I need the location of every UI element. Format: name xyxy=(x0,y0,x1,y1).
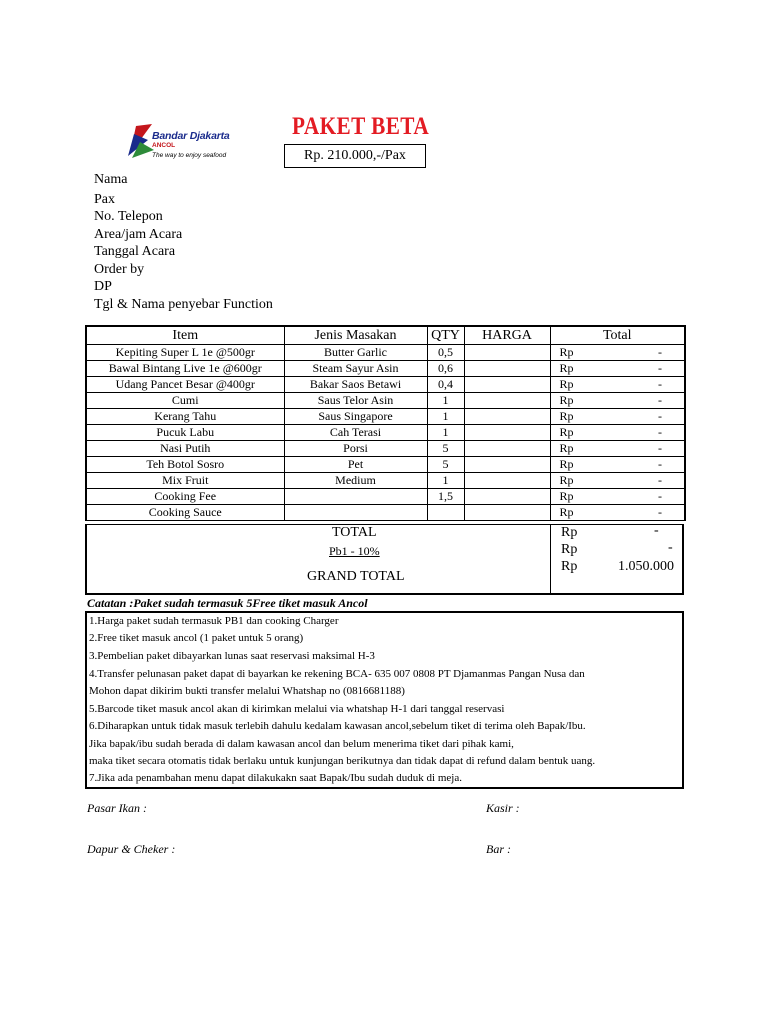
cell-total-value: - xyxy=(658,361,662,375)
cell-harga xyxy=(464,377,550,393)
term-line: 7.Jika ada penambahan menu dapat dilakukakn saat Bapak/Ibu sudah duduk di meja. xyxy=(89,772,462,784)
table-header-row xyxy=(86,326,685,345)
cell-total xyxy=(550,505,685,521)
field-area-jam: Area/jam Acara xyxy=(94,227,183,242)
totals-box xyxy=(85,524,684,595)
cell-qty: 1 xyxy=(427,409,464,425)
cell-total xyxy=(550,377,685,393)
cell-rp: Rp xyxy=(559,409,574,423)
total-value: - xyxy=(654,523,659,538)
cell-total-value: - xyxy=(658,393,662,407)
field-penyebar: Tgl & Nama penyebar Function xyxy=(94,297,273,312)
cell-jenis: Saus Singapore xyxy=(284,409,427,425)
cell-rp: Rp xyxy=(559,457,574,471)
pb1-rp: Rp xyxy=(561,542,578,557)
term-line: 1.Harga paket sudah termasuk PB1 dan cooking Charger xyxy=(89,615,339,627)
cell-total-value: - xyxy=(658,505,662,519)
price-box: Rp. 210.000,-/Pax xyxy=(284,144,426,168)
cell-qty: 0,4 xyxy=(427,377,464,393)
table-row xyxy=(86,361,685,377)
term-line: 4.Transfer pelunasan paket dapat di bayarkan ke rekening BCA- 635 007 0808 PT Djamanmas Pangan Nusa dan xyxy=(89,668,585,680)
cell-total-value: - xyxy=(658,409,662,423)
cell-jenis xyxy=(284,505,427,521)
table-row xyxy=(86,409,685,425)
cell-item: Pucuk Labu xyxy=(86,425,284,441)
cell-rp: Rp xyxy=(559,345,574,359)
cell-harga xyxy=(464,409,550,425)
cell-harga xyxy=(464,473,550,489)
cell-rp: Rp xyxy=(559,473,574,487)
cell-rp: Rp xyxy=(559,377,574,391)
table-row xyxy=(86,393,685,409)
table-row xyxy=(86,345,685,361)
package-title: PAKET BETA xyxy=(292,113,430,140)
logo-brand-text: Bandar Djakarta xyxy=(152,130,230,142)
cell-rp: Rp xyxy=(559,393,574,407)
pb1-value: - xyxy=(668,540,673,555)
cell-harga xyxy=(464,505,550,521)
cell-item: Cumi xyxy=(86,393,284,409)
total-label: TOTAL xyxy=(332,525,377,540)
restaurant-logo xyxy=(126,118,246,164)
term-line: 5.Barcode tiket masuk ancol akan di kirimkan melalui via whatshap H-1 dari tanggal reservasi xyxy=(89,703,505,715)
cell-item: Nasi Putih xyxy=(86,441,284,457)
cell-qty xyxy=(427,505,464,521)
totals-divider xyxy=(550,525,551,593)
cell-jenis: Pet xyxy=(284,457,427,473)
cell-harga xyxy=(464,345,550,361)
field-order-by: Order by xyxy=(94,262,145,277)
cell-total xyxy=(550,441,685,457)
cell-total xyxy=(550,361,685,377)
cell-harga xyxy=(464,393,550,409)
cell-qty: 5 xyxy=(427,441,464,457)
table-row xyxy=(86,441,685,457)
cell-qty: 0,6 xyxy=(427,361,464,377)
cell-total-value: - xyxy=(658,473,662,487)
cell-qty: 1 xyxy=(427,473,464,489)
cell-qty: 1,5 xyxy=(427,489,464,505)
cell-total-value: - xyxy=(658,489,662,503)
cell-total-value: - xyxy=(658,425,662,439)
cell-harga xyxy=(464,361,550,377)
cell-total-value: - xyxy=(658,457,662,471)
cell-item: Cooking Sauce xyxy=(86,505,284,521)
term-line: Mohon dapat dikirim bukti transfer melalui Whatshap no (0816681188) xyxy=(89,685,405,697)
grand-total-label: GRAND TOTAL xyxy=(307,569,405,584)
package-note: Catatan :Paket sudah termasuk 5Free tiket masuk Ancol xyxy=(87,596,368,610)
sign-pasar-ikan: Pasar Ikan : xyxy=(87,801,147,815)
cell-total-value: - xyxy=(658,345,662,359)
cell-jenis: Bakar Saos Betawi xyxy=(284,377,427,393)
terms-box xyxy=(85,611,684,789)
cell-item: Mix Fruit xyxy=(86,473,284,489)
cell-total xyxy=(550,393,685,409)
table-row xyxy=(86,377,685,393)
cell-rp: Rp xyxy=(559,489,574,503)
items-table xyxy=(85,325,686,521)
term-line: 2.Free tiket masuk ancol (1 paket untuk 5 orang) xyxy=(89,632,304,644)
logo-sub-text: ANCOL xyxy=(152,142,176,149)
cell-jenis: Cah Terasi xyxy=(284,425,427,441)
cell-total xyxy=(550,409,685,425)
cell-item: Kerang Tahu xyxy=(86,409,284,425)
field-dp: DP xyxy=(94,279,112,294)
cell-item: Teh Botol Sosro xyxy=(86,457,284,473)
term-line: maka tiket secara otomatis tidak berlaku untuk kunjungan berikutnya dan tidak dapat di refund dalam bentuk uang. xyxy=(89,755,596,767)
field-telepon: No. Telepon xyxy=(94,209,163,224)
sign-dapur-cheker: Dapur & Cheker : xyxy=(87,842,176,856)
term-line: 3.Pembelian paket dibayarkan lunas saat reservasi maksimal H-3 xyxy=(89,650,375,662)
cell-total-value: - xyxy=(658,377,662,391)
cell-rp: Rp xyxy=(559,361,574,375)
cell-qty: 0,5 xyxy=(427,345,464,361)
field-pax: Pax xyxy=(94,192,115,207)
header-item: Item xyxy=(86,326,284,345)
sign-kasir: Kasir : xyxy=(486,801,520,815)
cell-qty: 1 xyxy=(427,393,464,409)
cell-jenis: Porsi xyxy=(284,441,427,457)
total-rp: Rp xyxy=(561,525,578,540)
cell-item: Bawal Bintang Live 1e @600gr xyxy=(86,361,284,377)
cell-item: Udang Pancet Besar @400gr xyxy=(86,377,284,393)
grand-total-rp: Rp xyxy=(561,559,578,574)
table-row xyxy=(86,489,685,505)
cell-total xyxy=(550,457,685,473)
term-line: 6.Diharapkan untuk tidak masuk terlebih dahulu kedalam kawasan ancol,sebelum tiket di terima oleh Bapak/Ibu. xyxy=(89,720,586,732)
cell-total xyxy=(550,425,685,441)
header-qty: QTY xyxy=(427,326,464,345)
field-tanggal: Tanggal Acara xyxy=(94,244,176,259)
cell-total-value: - xyxy=(658,441,662,455)
cell-item: Kepiting Super L 1e @500gr xyxy=(86,345,284,361)
cell-harga xyxy=(464,489,550,505)
cell-total xyxy=(550,345,685,361)
cell-rp: Rp xyxy=(559,505,574,519)
cell-qty: 5 xyxy=(427,457,464,473)
cell-qty: 1 xyxy=(427,425,464,441)
pb1-label: Pb1 - 10% xyxy=(329,544,380,558)
cell-total xyxy=(550,489,685,505)
cell-jenis: Medium xyxy=(284,473,427,489)
cell-rp: Rp xyxy=(559,441,574,455)
cell-jenis: Butter Garlic xyxy=(284,345,427,361)
cell-harga xyxy=(464,425,550,441)
table-row xyxy=(86,425,685,441)
logo-tagline: The way to enjoy seafood xyxy=(152,152,227,159)
cell-harga xyxy=(464,457,550,473)
cell-rp: Rp xyxy=(559,425,574,439)
field-nama: Nama xyxy=(94,172,128,187)
header-total: Total xyxy=(550,326,685,345)
sign-bar: Bar : xyxy=(486,842,511,856)
cell-jenis: Steam Sayur Asin xyxy=(284,361,427,377)
cell-jenis: Saus Telor Asin xyxy=(284,393,427,409)
header-jenis: Jenis Masakan xyxy=(284,326,427,345)
table-row xyxy=(86,473,685,489)
term-line: Jika bapak/ibu sudah berada di dalam kawasan ancol dan belum menerima tiket dari pihak kami, xyxy=(89,738,514,750)
grand-total-value: 1.050.000 xyxy=(618,559,674,574)
cell-harga xyxy=(464,441,550,457)
header-harga: HARGA xyxy=(464,326,550,345)
cell-jenis xyxy=(284,489,427,505)
table-row xyxy=(86,457,685,473)
cell-item: Cooking Fee xyxy=(86,489,284,505)
table-row xyxy=(86,505,685,521)
cell-total xyxy=(550,473,685,489)
